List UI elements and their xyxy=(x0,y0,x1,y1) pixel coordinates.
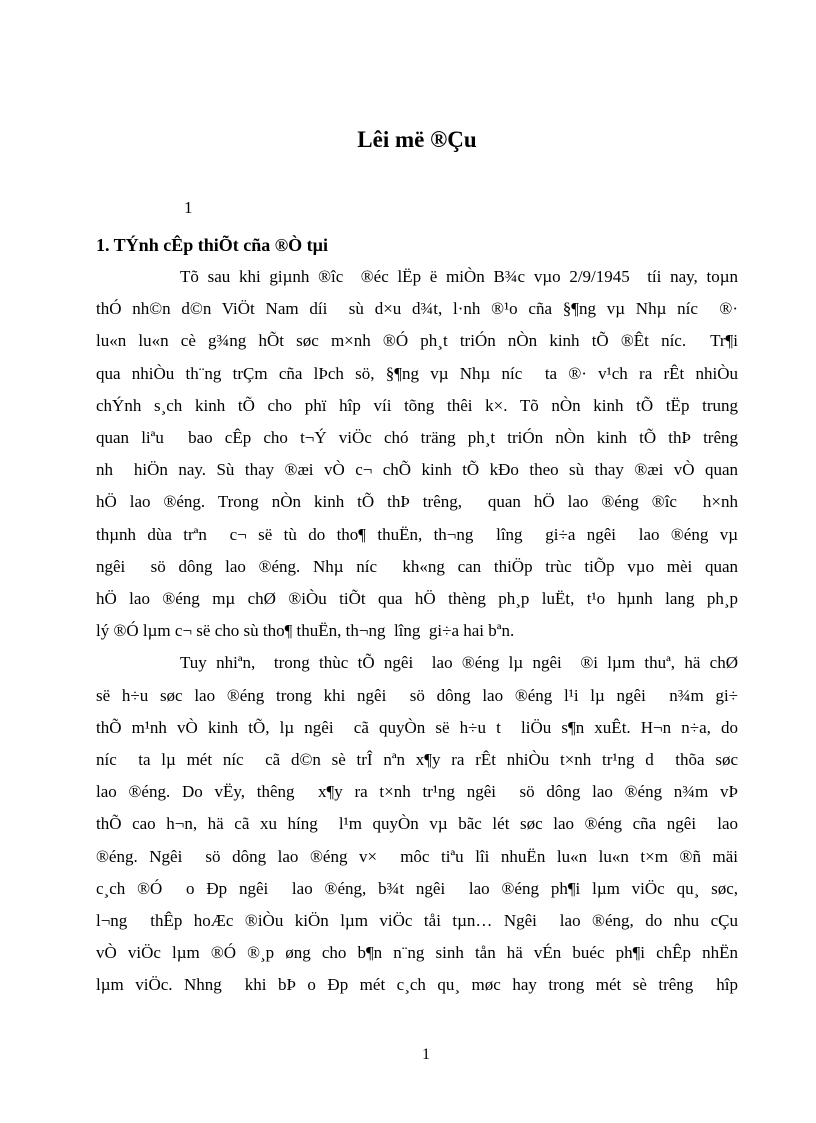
paragraph-line: níc ta lµ mét níc cã d©n sè trÎ nªn x¶y ra rÊt nhiÒu t×nh tr¹ng d thõa søc xyxy=(96,750,738,770)
paragraph-line: Tuy nhiªn, trong thùc tÕ ngêi lao ®éng lµ ngêi ®i lµm thuª, hä chØ xyxy=(180,653,738,673)
paragraph-line: Tõ sau khi giµnh ®îc ®éc lËp ë miÒn B¾c vµo 2/9/1945 tíi nay, toµn xyxy=(180,267,738,286)
paragraph xyxy=(96,647,738,1001)
page-content xyxy=(96,0,738,1002)
paragraph-line: lao ®éng. Do vËy, thêng x¶y ra t×nh tr¹ng ngêi sö dông lao ®éng n¾m vÞ xyxy=(96,782,738,802)
stray-page-number: 1 xyxy=(184,198,193,217)
paragraph-line: së h÷u søc lao ®éng trong khi ngêi sö dông lao ®éng l¹i lµ ngêi n¾m gi÷ xyxy=(96,685,738,705)
paragraph-line: c¸ch ®Ó o Ðp ngêi lao ®éng, b¾t ngêi lao ®éng ph¶i lµm viÖc qu¸ søc, xyxy=(96,878,738,898)
paragraph-line: qua nhiÒu th¨ng trÇm cña lÞch sö, §¶ng vµ Nhµ níc ta ®· v¹ch ra rÊt nhiÒu xyxy=(96,363,738,383)
paragraph-line: hÖ lao ®éng mµ chØ ®iÒu tiÕt qua hÖ thèng ph¸p luËt, t¹o hµnh lang ph¸p xyxy=(96,589,738,609)
paragraph-line: l¬ng thÊp hoÆc ®iÒu kiÖn lµm viÖc tåi tµn… Ngêi lao ®éng, do nhu cÇu xyxy=(96,911,738,931)
paragraph-line: vÒ viÖc lµm ®Ó ®¸p øng cho b¶n n¨ng sinh tån hä vÉn buéc ph¶i chÊp nhËn xyxy=(96,943,738,963)
document-title: Lêi më ®Çu xyxy=(357,127,477,152)
section-heading: 1. TÝnh cÊp thiÕt cña ®Ò tµi xyxy=(96,235,329,255)
page-number-footer: 1 xyxy=(422,1046,430,1063)
paragraph-line: nh hiÖn nay. Sù thay ®æi vÒ c¬ chÕ kinh tÕ kÐo theo sù thay ®æi vÒ quan xyxy=(96,460,738,480)
body-text xyxy=(96,261,738,1002)
paragraph-line: ngêi sö dông lao ®éng. Nhµ níc kh«ng can thiÖp trùc tiÕp vµo mèi quan xyxy=(96,556,738,576)
paragraph-line: lµm viÖc. Nhng khi bÞ o Ðp mét c¸ch qu¸ møc hay trong mét sè trêng hîp xyxy=(96,975,738,995)
paragraph-line: lý ®Ó lµm c¬ së cho sù tho¶ thuËn, th¬ng lîng gi÷a hai bªn. xyxy=(96,621,515,641)
paragraph-line: chÝnh s¸ch kinh tÕ cho phï hîp víi tõng thêi k×. Tõ nÒn kinh tÕ tËp trung xyxy=(96,395,738,415)
paragraph-line: thµnh dùa trªn c¬ së tù do tho¶ thuËn, th¬ng lîng gi÷a ngêi lao ®éng vµ xyxy=(96,524,738,544)
paragraph xyxy=(96,261,738,647)
paragraph-line: quan liªu bao cÊp cho t¬Ý viÖc chó träng ph¸t triÓn nÒn kinh tÕ thÞ trêng xyxy=(96,428,738,448)
paragraph-line: lu«n lu«n cè g¾ng hÕt søc m×nh ®Ó ph¸t triÓn nÒn kinh tÕ ®Êt níc. Tr¶i xyxy=(96,331,738,351)
paragraph-line: thÕ m¹nh vÒ kinh tÕ, lµ ngêi cã quyÒn së h÷u t liÖu s¶n xuÊt. H¬n n÷a, do xyxy=(96,717,738,737)
paragraph-line: thÓ nh©n d©n ViÖt Nam díi sù d×u d¾t, l·nh ®¹o cña §¶ng vµ Nhµ níc ®· xyxy=(96,299,738,319)
paragraph-line: hÖ lao ®éng. Trong nÒn kinh tÕ thÞ trêng, quan hÖ lao ®éng ®îc h×nh xyxy=(96,492,738,512)
paragraph-line: ®éng. Ngêi sö dông lao ®éng v× môc tiªu lîi nhuËn lu«n lu«n t×m ®ñ mäi xyxy=(96,846,738,866)
paragraph-line: thÕ cao h¬n, hä cã xu híng l¹m quyÒn vµ bãc lét søc lao ®éng cña ngêi lao xyxy=(96,814,738,834)
